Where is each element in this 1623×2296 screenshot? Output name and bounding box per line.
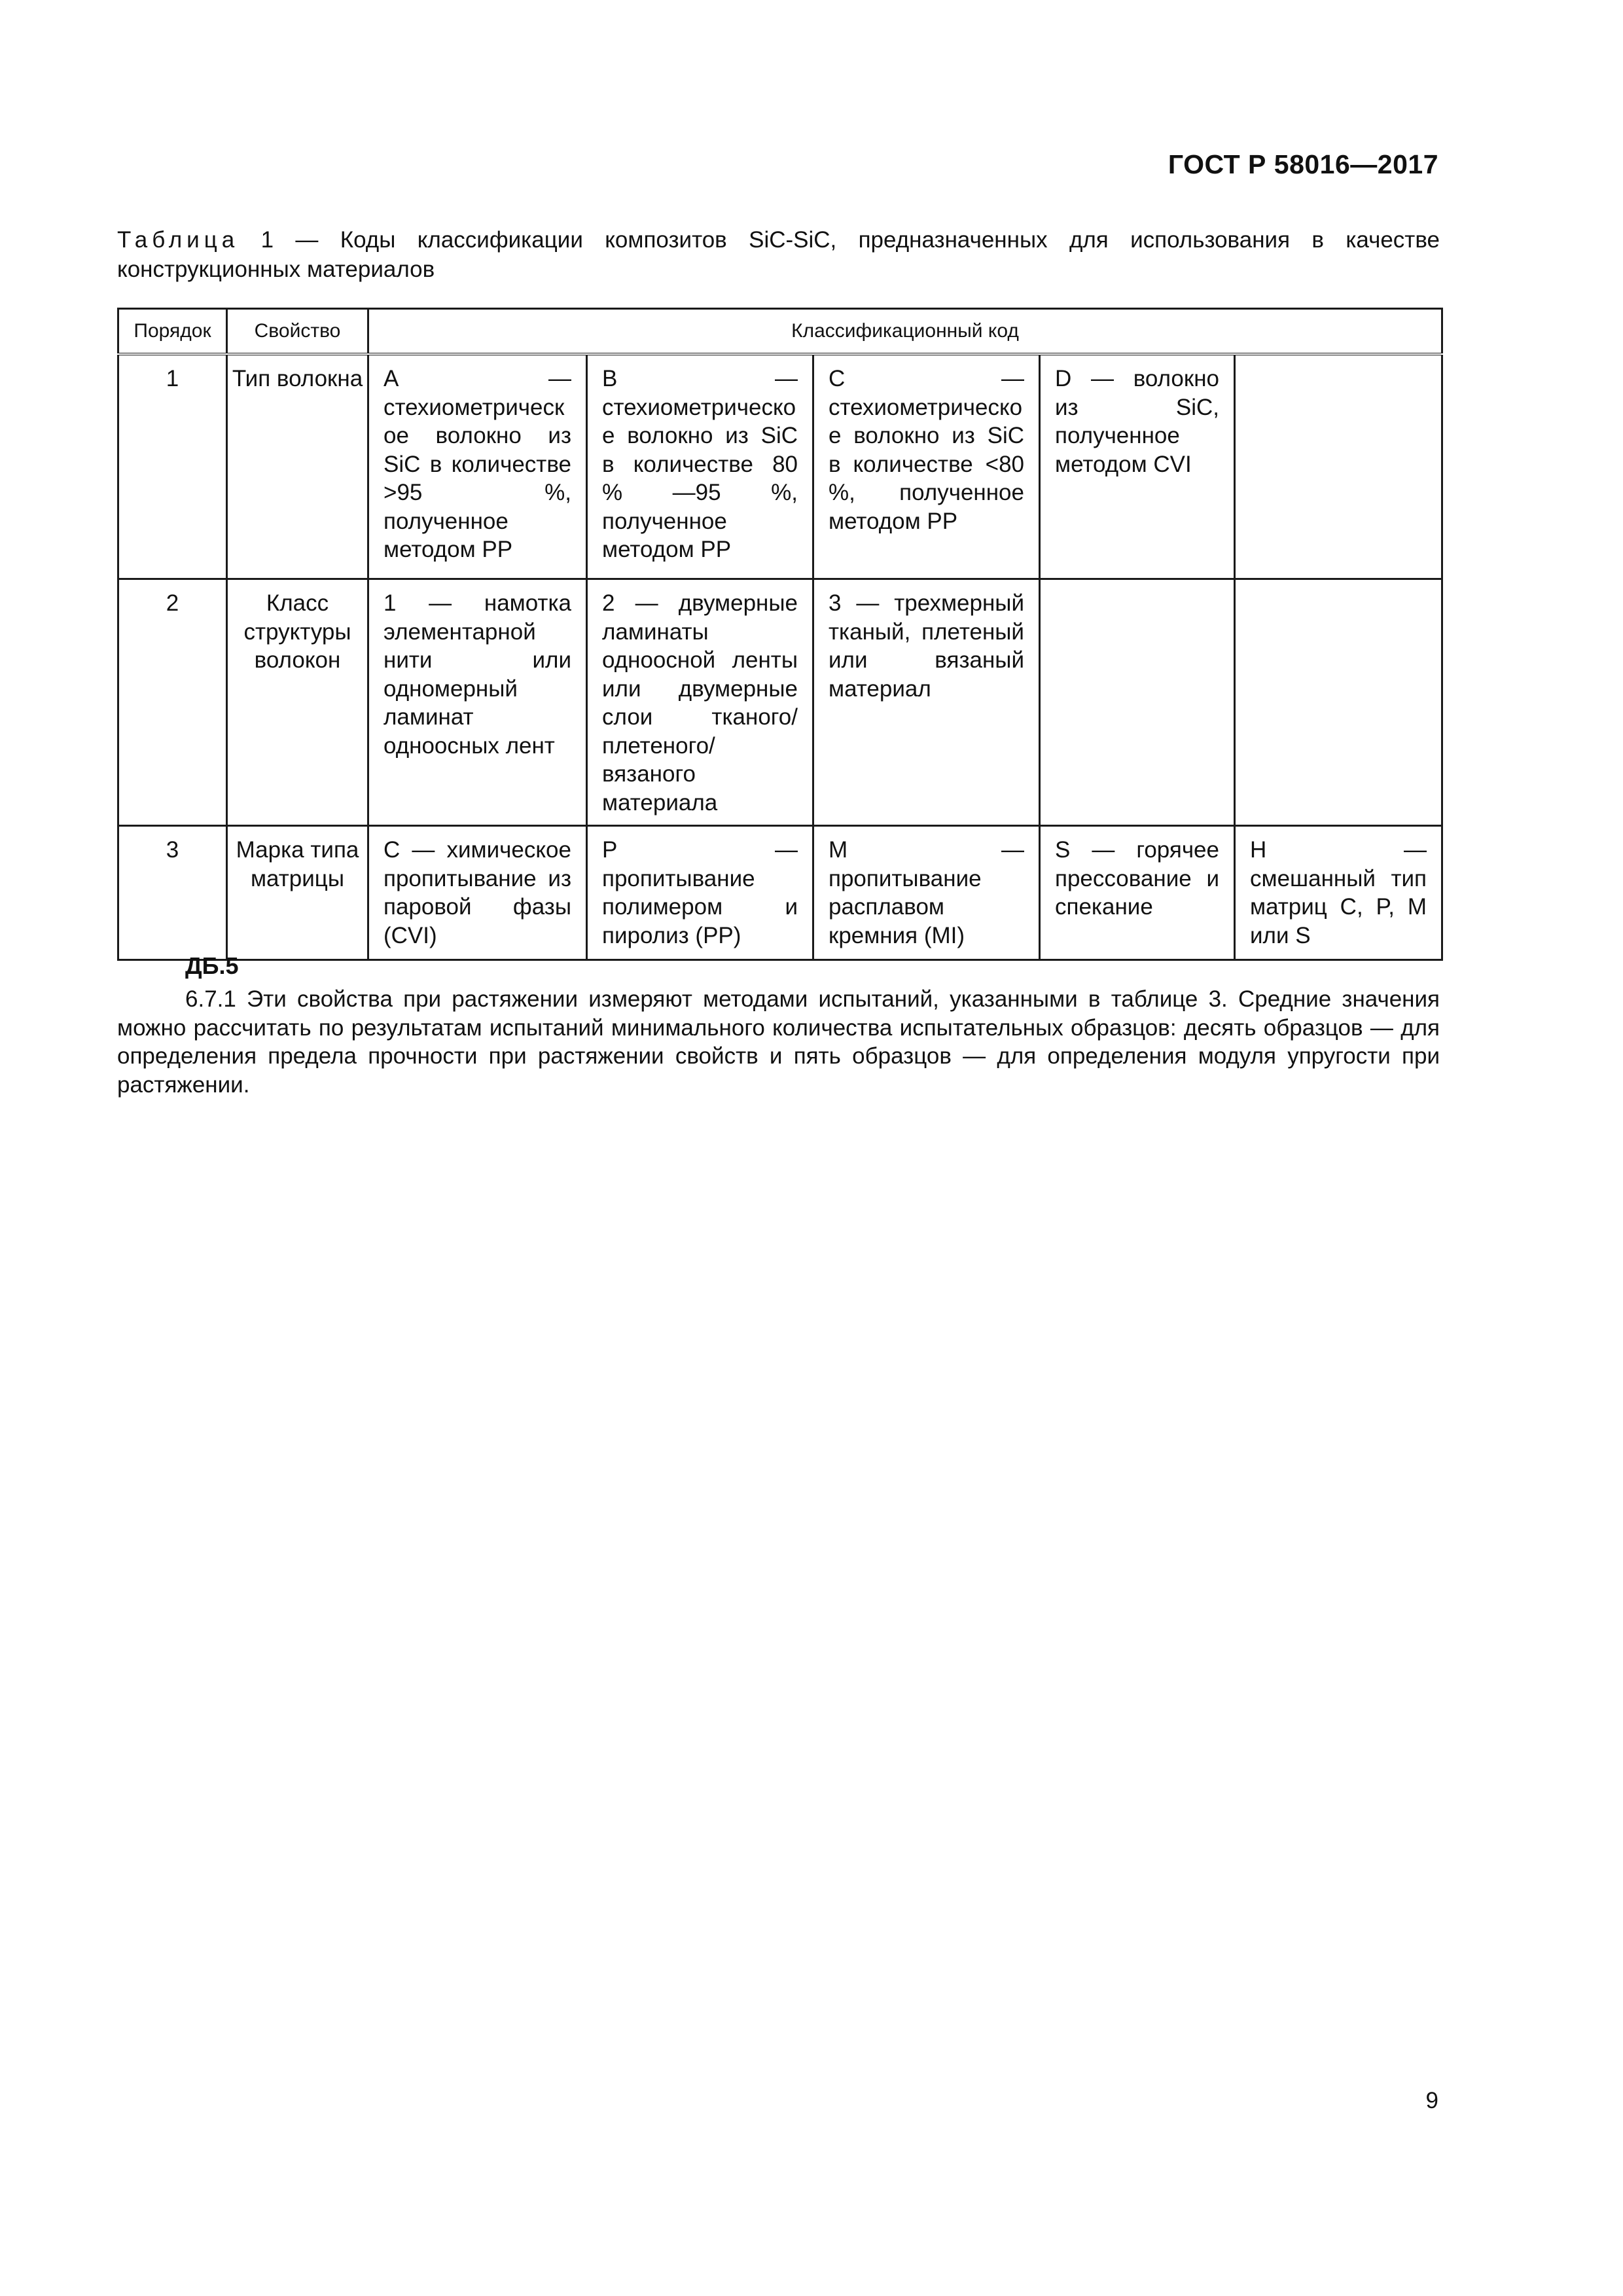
row-order: 2 <box>118 579 227 826</box>
code-cell-empty <box>1235 354 1442 579</box>
row-order: 3 <box>118 826 227 960</box>
page-number: 9 <box>1425 2088 1438 2113</box>
code-cell: A — стехиометрическое волокно из SiC в количестве >95 %, полученное методом PP <box>368 354 587 579</box>
code-cell: 3 — трехмерный тканый, плетеный или вязаный материал <box>813 579 1040 826</box>
classification-table <box>117 308 1443 961</box>
row-property: Марка типа матрицы <box>227 826 368 960</box>
code-cell: S — горячее прессование и спекание <box>1040 826 1235 960</box>
table-row <box>118 826 1442 960</box>
table-header-row <box>118 309 1442 355</box>
row-order: 1 <box>118 354 227 579</box>
table-caption-text: 1 — Коды классификации композитов SiC-SiC, предназначенных для использования в качестве конструкционных материалов <box>117 227 1440 282</box>
code-cell: D — волокно из SiC, полученное методом CVI <box>1040 354 1235 579</box>
table-caption <box>117 225 1440 284</box>
code-cell-empty <box>1040 579 1235 826</box>
header-classification-code: Классификационный код <box>368 309 1442 355</box>
header-order: Порядок <box>118 309 227 355</box>
document-code: ГОСТ Р 58016—2017 <box>1168 149 1438 179</box>
row-property: Тип волокна <box>227 354 368 579</box>
table-row <box>118 354 1442 579</box>
code-cell: C — стехиометрическое волокно из SiC в количестве <80 %, полученное методом PP <box>813 354 1040 579</box>
code-cell: 2 — двумерные ламинаты одноосной ленты или двумерные слои тканого/плетеного/вязаного материала <box>587 579 813 826</box>
row-property: Класс структуры волокон <box>227 579 368 826</box>
code-cell: C — химическое пропитывание из паровой фазы (CVI) <box>368 826 587 960</box>
code-cell-empty <box>1235 579 1442 826</box>
table-row <box>118 579 1442 826</box>
code-cell: B — стехиометрическое волокно из SiC в количестве 80 % —95 %, полученное методом PP <box>587 354 813 579</box>
code-cell: M — пропитывание расплавом кремния (MI) <box>813 826 1040 960</box>
header-property: Свойство <box>227 309 368 355</box>
section-paragraph: 6.7.1 Эти свойства при растяжении измеряют методами испытаний, указанными в таблице 3. Средние значения можно рассчитать по результатам испытаний минимального количества испытательных образцов: десять образцов — для определения предела прочности при растяжении свойств и пять образцов — для определения модуля упругости при растяжении. <box>117 986 1440 1098</box>
table-caption-label: Таблица <box>117 227 240 253</box>
code-cell: 1 — намотка элементарной нити или одномерный ламинат одноосных лент <box>368 579 587 826</box>
code-cell: P — пропитывание полимером и пиролиз (PP) <box>587 826 813 960</box>
code-cell: H — смешанный тип матриц C, P, M или S <box>1235 826 1442 960</box>
section-title: ДБ.5 <box>185 952 239 979</box>
